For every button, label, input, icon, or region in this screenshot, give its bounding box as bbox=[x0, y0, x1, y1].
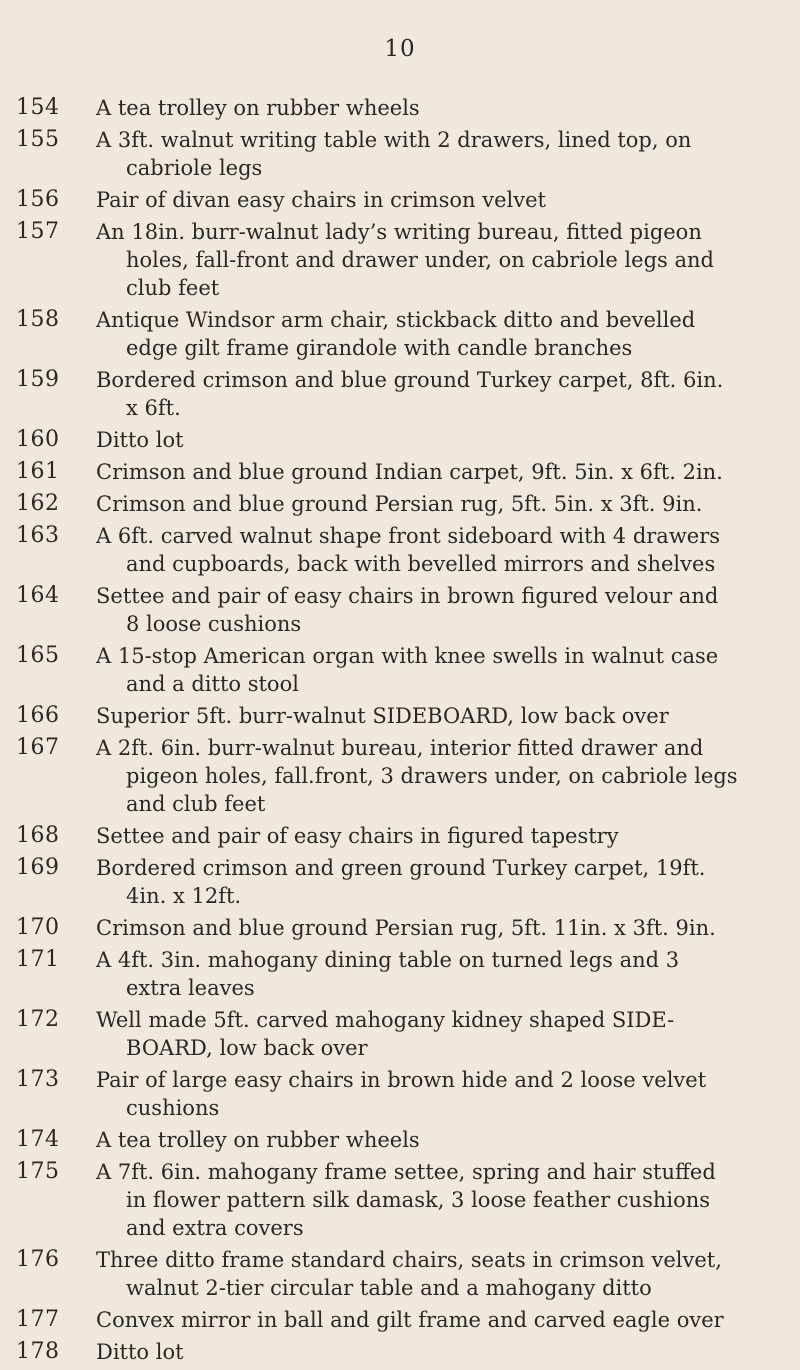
lot-description-line: and club feet bbox=[126, 792, 266, 816]
lot-description-line: A 7ft. 6in. mahogany frame settee, spring and hair stuffed bbox=[96, 1160, 716, 1184]
lot-description-line: extra leaves bbox=[126, 976, 255, 1000]
lot-number: 169 bbox=[16, 855, 60, 880]
lot-description-line: pigeon holes, fall.front, 3 drawers under, on cabriole legs bbox=[126, 764, 738, 788]
lot-description bbox=[92, 94, 780, 122]
lot-description bbox=[92, 702, 780, 730]
lot-description-line: Settee and pair of easy chairs in brown figured velour and bbox=[96, 584, 719, 608]
lot-description bbox=[92, 490, 780, 518]
lot-description bbox=[92, 1158, 780, 1242]
lot-number: 166 bbox=[16, 703, 60, 728]
lot-description bbox=[92, 218, 780, 302]
lot-description-line: Ditto lot bbox=[96, 428, 184, 452]
lot-entry bbox=[0, 94, 780, 122]
lot-entry bbox=[0, 366, 780, 422]
lot-number: 162 bbox=[16, 491, 60, 516]
lot-description-line: x 6ft. bbox=[126, 396, 181, 420]
lot-description bbox=[92, 1126, 780, 1154]
lot-entry bbox=[0, 1066, 780, 1122]
page-number: 10 bbox=[384, 36, 416, 62]
lot-description bbox=[92, 642, 780, 698]
lot-entry bbox=[0, 854, 780, 910]
lot-number: 168 bbox=[16, 823, 60, 848]
lot-number: 172 bbox=[16, 1007, 60, 1032]
lot-number: 160 bbox=[16, 427, 60, 452]
lot-description bbox=[92, 914, 780, 942]
lot-description bbox=[92, 1006, 780, 1062]
lot-number: 164 bbox=[16, 583, 60, 608]
lot-number: 177 bbox=[16, 1307, 60, 1332]
lot-description bbox=[92, 854, 780, 910]
lot-entry bbox=[0, 458, 780, 486]
lot-entry bbox=[0, 1158, 780, 1242]
lot-description bbox=[92, 126, 780, 182]
lot-description bbox=[92, 366, 780, 422]
lot-description bbox=[92, 1338, 780, 1366]
lot-description-line: Three ditto frame standard chairs, seats in crimson velvet, bbox=[96, 1248, 722, 1272]
lot-entry bbox=[0, 946, 780, 1002]
lot-description bbox=[92, 822, 780, 850]
lot-description bbox=[92, 1066, 780, 1122]
lot-description-line: Convex mirror in ball and gilt frame and carved eagle over bbox=[96, 1308, 724, 1332]
lot-entry bbox=[0, 702, 780, 730]
lot-description-line: A 2ft. 6in. burr-walnut bureau, interior fitted drawer and bbox=[96, 736, 704, 760]
lot-description-line: Ditto lot bbox=[96, 1340, 184, 1364]
lot-entry bbox=[0, 218, 780, 302]
lot-description-line: A 4ft. 3in. mahogany dining table on turned legs and 3 bbox=[96, 948, 680, 972]
lot-description-line: 8 loose cushions bbox=[126, 612, 302, 636]
lot-description bbox=[92, 186, 780, 214]
lot-number: 159 bbox=[16, 367, 60, 392]
lot-description-line: walnut 2-tier circular table and a mahogany ditto bbox=[126, 1276, 652, 1300]
lot-description-line: Bordered crimson and green ground Turkey carpet, 19ft. bbox=[96, 856, 706, 880]
lot-entry bbox=[0, 582, 780, 638]
lot-description-line: Well made 5ft. carved mahogany kidney shaped SIDE- bbox=[96, 1008, 675, 1032]
lot-number: 165 bbox=[16, 643, 60, 668]
lot-description bbox=[92, 582, 780, 638]
lot-description-line: edge gilt frame girandole with candle branches bbox=[126, 336, 633, 360]
lot-entry bbox=[0, 734, 780, 818]
lot-number: 174 bbox=[16, 1127, 60, 1152]
lot-description bbox=[92, 522, 780, 578]
lot-number: 171 bbox=[16, 947, 60, 972]
lot-description-line: Superior 5ft. burr-walnut SIDEBOARD, low back over bbox=[96, 704, 669, 728]
lot-description bbox=[92, 1306, 780, 1334]
lot-entry bbox=[0, 490, 780, 518]
lot-description-line: 4in. x 12ft. bbox=[126, 884, 242, 908]
lot-description-line: Pair of divan easy chairs in crimson velvet bbox=[96, 188, 546, 212]
lot-number: 170 bbox=[16, 915, 60, 940]
lot-description bbox=[92, 458, 780, 486]
lot-entry bbox=[0, 642, 780, 698]
lot-description-line: An 18in. burr-walnut lady’s writing bureau, fitted pigeon bbox=[96, 220, 702, 244]
lot-description-line: Settee and pair of easy chairs in figured tapestry bbox=[96, 824, 619, 848]
lot-description-line: Crimson and blue ground Persian rug, 5ft. 5in. x 3ft. 9in. bbox=[96, 492, 703, 516]
lot-description-line: Antique Windsor arm chair, stickback ditto and bevelled bbox=[96, 308, 696, 332]
lot-entry bbox=[0, 1306, 780, 1334]
lot-entry bbox=[0, 522, 780, 578]
lot-description-line: and a ditto stool bbox=[126, 672, 299, 696]
lot-description-line: A 3ft. walnut writing table with 2 drawers, lined top, on bbox=[96, 128, 692, 152]
lot-entry bbox=[0, 1006, 780, 1062]
lot-entry bbox=[0, 186, 780, 214]
lot-description bbox=[92, 1246, 780, 1302]
lot-number: 156 bbox=[16, 187, 60, 212]
lot-entry bbox=[0, 822, 780, 850]
lot-description-line: A tea trolley on rubber wheels bbox=[96, 1128, 420, 1152]
lot-description-line: cabriole legs bbox=[126, 156, 263, 180]
lot-number: 154 bbox=[16, 95, 60, 120]
lot-description-line: and extra covers bbox=[126, 1216, 304, 1240]
lot-number: 178 bbox=[16, 1339, 60, 1364]
lot-description-line: in flower pattern silk damask, 3 loose feather cushions bbox=[126, 1188, 711, 1212]
lot-description bbox=[92, 734, 780, 818]
lot-description-line: Bordered crimson and blue ground Turkey carpet, 8ft. 6in. bbox=[96, 368, 724, 392]
lot-entry bbox=[0, 1126, 780, 1154]
lot-number: 155 bbox=[16, 127, 60, 152]
lot-description-line: cushions bbox=[126, 1096, 220, 1120]
lot-description-line: holes, fall-front and drawer under, on cabriole legs and bbox=[126, 248, 714, 272]
lot-description-line: A 15-stop American organ with knee swells in walnut case bbox=[96, 644, 719, 668]
lot-description bbox=[92, 306, 780, 362]
lot-entry bbox=[0, 426, 780, 454]
lot-number: 176 bbox=[16, 1247, 60, 1272]
lot-description-line: A tea trolley on rubber wheels bbox=[96, 96, 420, 120]
lot-entry bbox=[0, 306, 780, 362]
lot-description-line: Crimson and blue ground Indian carpet, 9ft. 5in. x 6ft. 2in. bbox=[96, 460, 723, 484]
lot-description-line: and cupboards, back with bevelled mirrors and shelves bbox=[126, 552, 716, 576]
lot-number: 161 bbox=[16, 459, 60, 484]
lot-description-line: A 6ft. carved walnut shape front sideboard with 4 drawers bbox=[96, 524, 721, 548]
lot-number: 175 bbox=[16, 1159, 60, 1184]
lot-entry bbox=[0, 1246, 780, 1302]
lot-entry bbox=[0, 1338, 780, 1366]
lot-number: 167 bbox=[16, 735, 60, 760]
lot-description-line: BOARD, low back over bbox=[126, 1036, 368, 1060]
lot-number: 157 bbox=[16, 219, 60, 244]
lot-description-line: Crimson and blue ground Persian rug, 5ft. 11in. x 3ft. 9in. bbox=[96, 916, 716, 940]
lot-description-line: club feet bbox=[126, 276, 220, 300]
lot-number: 158 bbox=[16, 307, 60, 332]
lot-number: 173 bbox=[16, 1067, 60, 1092]
lot-list bbox=[0, 94, 780, 1370]
lot-description-line: Pair of large easy chairs in brown hide and 2 loose velvet bbox=[96, 1068, 707, 1092]
lot-entry bbox=[0, 126, 780, 182]
lot-number: 163 bbox=[16, 523, 60, 548]
lot-entry bbox=[0, 914, 780, 942]
lot-description bbox=[92, 946, 780, 1002]
lot-description bbox=[92, 426, 780, 454]
